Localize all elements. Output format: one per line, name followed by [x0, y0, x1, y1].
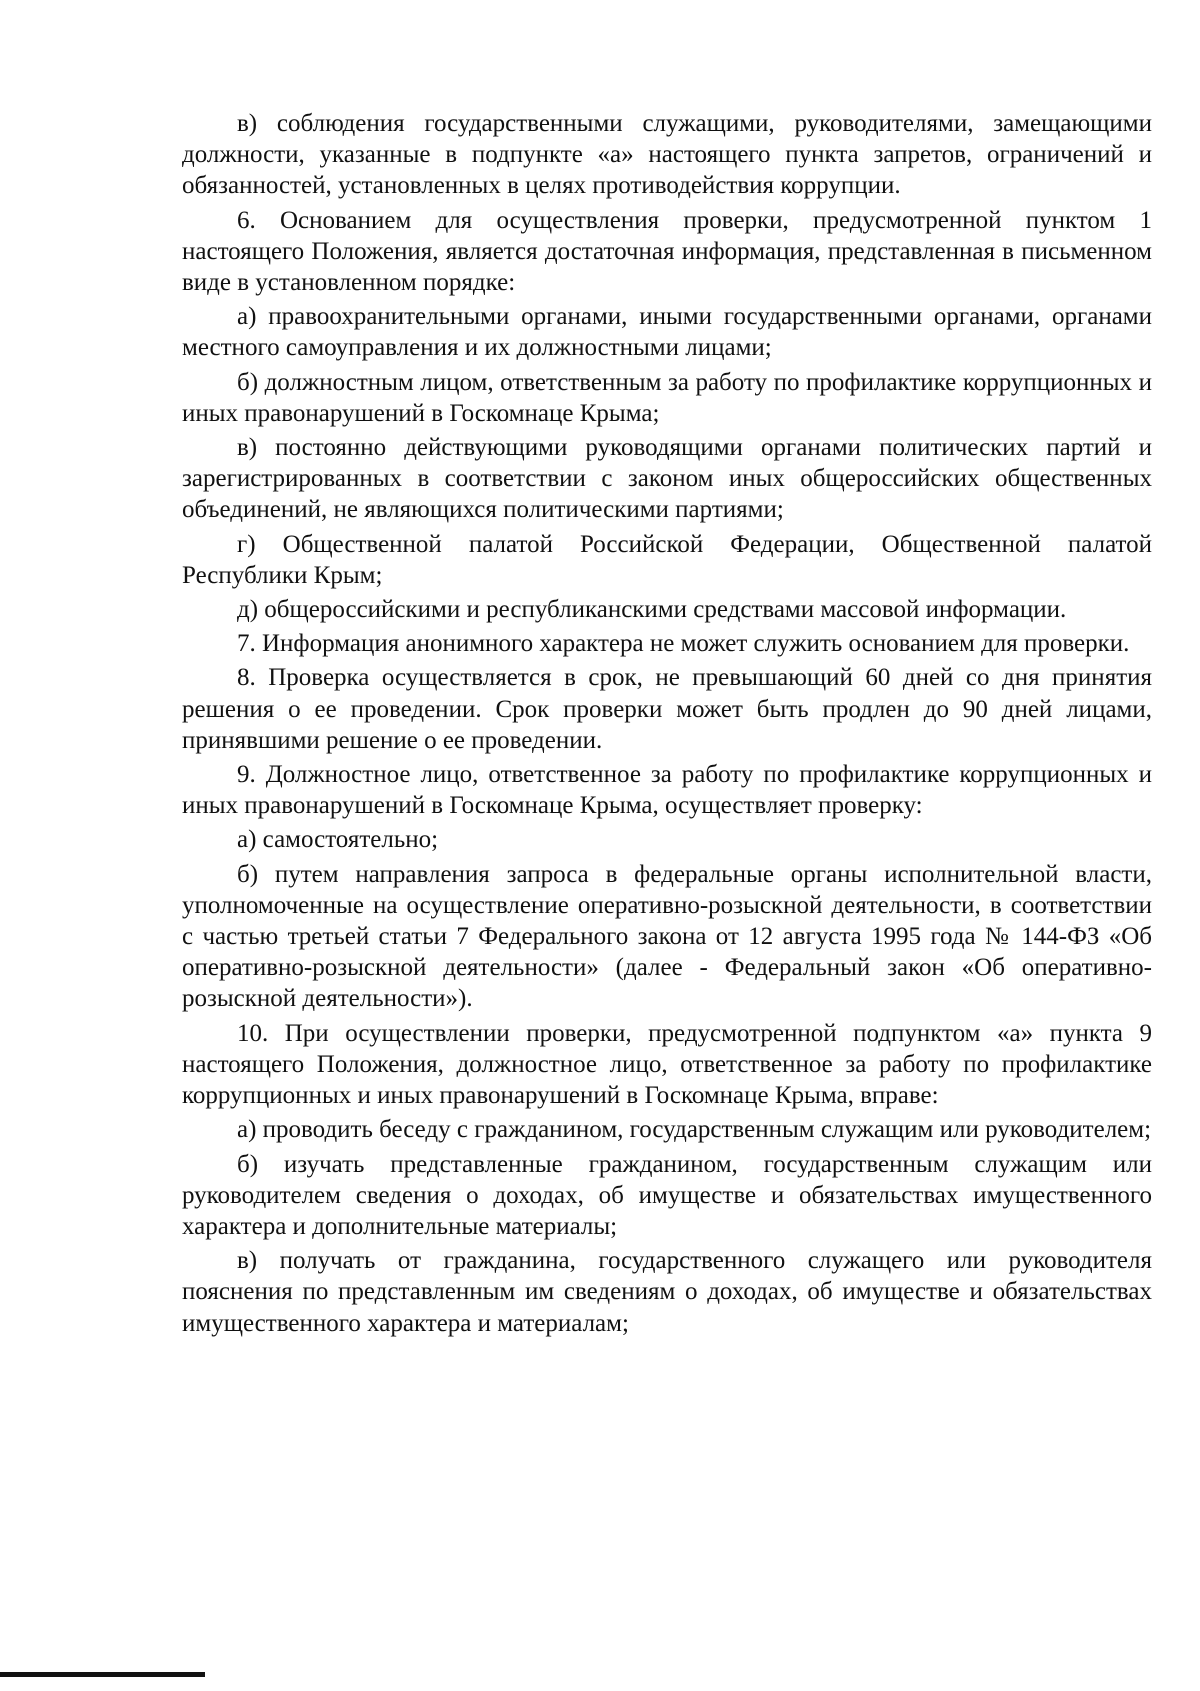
- document-page: [182, 108, 1152, 1342]
- paragraph-6b-official: б) должностным лицом, ответственным за работу по профилактике коррупционных и иных правонарушений в Госкомнаце Крыма;: [182, 368, 1152, 427]
- paragraph-9a-independently: а) самостоятельно;: [237, 826, 439, 854]
- footer-rule-mark: [0, 1672, 205, 1677]
- paragraph-10a-conversation: а) проводить беседу с гражданином, государственным служащим или руководителем;: [237, 1116, 1152, 1144]
- paragraph-8-term: 8. Проверка осуществляется в срок, не превышающий 60 дней со дня принятия решения о ее проведении. Срок проверки может быть продлен до 90 дней лицами, принявшими решение о ее проведении.: [182, 664, 1152, 754]
- paragraph-6v-parties: в) постоянно действующими руководящими органами политических партий и зарегистрированных в соответствии с законом иных общероссийских общественных объединений, не являющихся политическими партиями;: [182, 434, 1152, 524]
- paragraph-10b-study: б) изучать представленные гражданином, государственным служащим или руководителем сведения о доходах, об имуществе и обязательствах имущественного характера и дополнительные материалы;: [182, 1150, 1152, 1240]
- paragraph-v-observance: в) соблюдения государственными служащими, руководителями, замещающими должности, указанные в подпункте «а» настоящего пункта запретов, ограничений и обязанностей, установленных в целях противодействия коррупции.: [182, 110, 1152, 200]
- paragraph-6g-public-chamber: г) Общественной палатой Российской Федерации, Общественной палатой Республики Крым;: [182, 530, 1152, 589]
- paragraph-10-rights: 10. При осуществлении проверки, предусмотренной подпунктом «а» пункта 9 настоящего Положения, должностное лицо, ответственное за работу по профилактике коррупционных и иных правонарушений в Госкомнаце Крыма, вправе:: [182, 1019, 1152, 1110]
- paragraph-9b-request: б) путем направления запроса в федеральные органы исполнительной власти, уполномоченные на осуществление оперативно-розыскной деятельности, в соответствии с частью третьей статьи 7 Федерального закона от 12 августа 1995 года № 144-ФЗ «Об оперативно-розыскной деятельности» (далее - Федеральный закон «Об оперативно-розыскной деятельности»).: [182, 860, 1152, 1013]
- paragraph-6d-media: д) общероссийскими и республиканскими средствами массовой информации.: [237, 596, 1067, 624]
- paragraph-9-official: 9. Должностное лицо, ответственное за работу по профилактике коррупционных и иных правонарушений в Госкомнаце Крыма, осуществляет проверку:: [182, 761, 1152, 820]
- paragraph-6-grounds: 6. Основанием для осуществления проверки, предусмотренной пунктом 1 настоящего Положения, является достаточная информация, представленная в письменном виде в установленном порядке:: [182, 206, 1152, 297]
- paragraph-7-anonymous: 7. Информация анонимного характера не может служить основанием для проверки.: [237, 630, 1130, 658]
- paragraph-6a-law-enforcement: а) правоохранительными органами, иными государственными органами, органами местного самоуправления и их должностными лицами;: [182, 303, 1152, 362]
- paragraph-10v-explanations: в) получать от гражданина, государственного служащего или руководителя пояснения по представленным им сведениям о доходах, об имуществе и обязательствах имущественного характера и материалам;: [182, 1247, 1152, 1337]
